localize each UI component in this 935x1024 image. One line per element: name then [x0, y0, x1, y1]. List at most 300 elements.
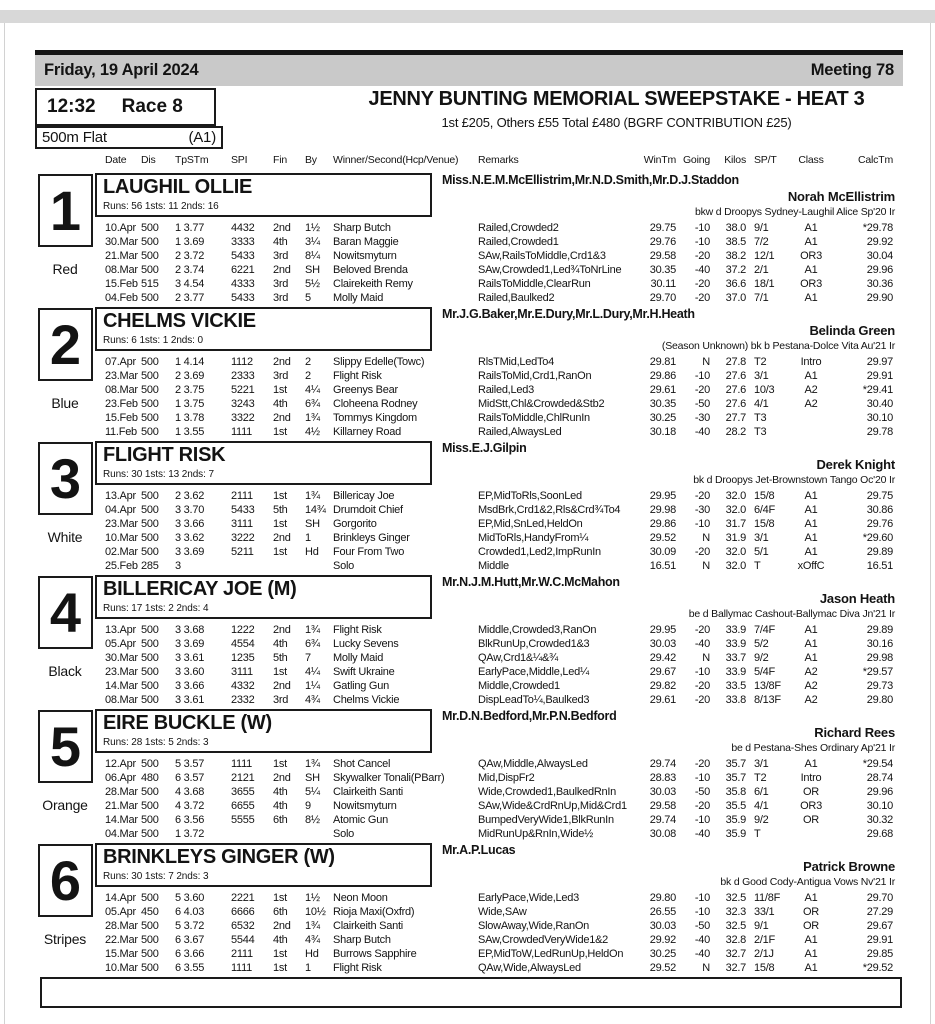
trap-column — [35, 843, 95, 977]
cell-wintm: 30.18 — [649, 426, 676, 438]
cell-by: 2 — [305, 356, 311, 368]
cell-spi: 5433 — [231, 250, 255, 262]
cell-fin: 1st — [273, 666, 287, 678]
cell-dis: 500 — [141, 786, 159, 798]
cell-wintm: 30.25 — [649, 412, 676, 424]
runner-section — [35, 173, 903, 307]
cell-calctm: 29.97 — [866, 356, 893, 368]
cell-class: A1 — [804, 490, 818, 502]
cell-sp: 2/1F — [754, 934, 776, 946]
cell-wintm: 29.52 — [649, 962, 676, 974]
cell-kilos: 37.2 — [725, 264, 746, 276]
cell-going: -20 — [694, 694, 710, 706]
cell-class: A1 — [804, 758, 818, 770]
cell-tpstm: 3 3.66 — [175, 518, 205, 530]
cell-fin: 3rd — [273, 370, 289, 382]
cell-tpstm: 4 3.72 — [175, 800, 205, 812]
cell-kilos: 31.9 — [725, 532, 746, 544]
greyhound-name: EIRE BUCKLE (W) — [103, 712, 272, 734]
cell-class: OR — [803, 920, 819, 932]
cell-spi: 6221 — [231, 264, 255, 276]
form-row — [95, 277, 895, 291]
cell-spi: 4333 — [231, 278, 255, 290]
cell-by: 3¼ — [305, 236, 320, 248]
cell-fin: 2nd — [273, 624, 291, 636]
cell-spi: 4432 — [231, 222, 255, 234]
greyhound-name: BILLERICAY JOE (M) — [103, 578, 297, 600]
cell-remarks: Middle,Crowded1 — [478, 680, 560, 692]
cell-by — [305, 559, 333, 573]
cell-remarks: QAw,Wide,AlwaysLed — [478, 962, 581, 974]
cell-winner: Rioja Maxi(Oxfrd) — [333, 906, 415, 918]
cell-tpstm: 6 3.66 — [175, 948, 205, 960]
runner-details — [95, 307, 895, 441]
cell-tpstm: 5 3.57 — [175, 758, 205, 770]
race-time-box — [35, 88, 216, 126]
form-row — [95, 665, 895, 679]
trainer-name: Derek Knight — [816, 457, 895, 472]
cell-sp: 15/8 — [754, 490, 775, 502]
cell-going: -10 — [694, 236, 710, 248]
cell-calctm: 29.67 — [866, 920, 893, 932]
cell-by: 1¾ — [305, 624, 320, 636]
cell-kilos: 31.7 — [725, 518, 746, 530]
cell-sp: 13/8F — [754, 680, 781, 692]
cell-date: 05.Apr — [105, 638, 136, 650]
cell-class: A1 — [804, 292, 818, 304]
cell-spi: 1222 — [231, 624, 255, 636]
cell-wintm: 30.09 — [649, 546, 676, 558]
cell-calctm: *29.52 — [862, 962, 893, 974]
form-row — [95, 891, 895, 905]
cell-by: SH — [305, 518, 320, 530]
cell-kilos: 32.7 — [725, 962, 746, 974]
owners-line: Mr.A.P.Lucas — [442, 843, 516, 857]
form-table — [95, 757, 895, 841]
cell-tpstm: 2 3.72 — [175, 250, 205, 262]
cell-dis: 500 — [141, 652, 159, 664]
cell-wintm: 29.58 — [649, 800, 676, 812]
cell-remarks: SAw,Wide&CrdRnUp,Mid&Crd1 — [478, 800, 627, 812]
cell-spi: 1111 — [231, 962, 253, 974]
cell-dis: 500 — [141, 962, 159, 974]
cell-calctm: 30.86 — [866, 504, 893, 516]
cell-going: -20 — [694, 490, 710, 502]
cell-class: A2 — [804, 680, 818, 692]
cell-tpstm: 1 3.78 — [175, 412, 205, 424]
cell-date: 12.Apr — [105, 758, 136, 770]
cell-wintm: 28.83 — [649, 772, 676, 784]
column-header-sp: SP/T — [754, 153, 777, 166]
cell-dis: 500 — [141, 546, 159, 558]
cell-date: 02.Mar — [105, 546, 138, 558]
cell-spi: 6655 — [231, 800, 255, 812]
cell-date: 23.Feb — [105, 398, 138, 410]
cell-kilos: 33.9 — [725, 666, 746, 678]
cell-dis: 500 — [141, 236, 159, 248]
cell-winner: Flight Risk — [333, 370, 382, 382]
cell-by: 1¼ — [305, 680, 320, 692]
cell-going: -50 — [694, 920, 710, 932]
cell-winner: Gatling Gun — [333, 680, 389, 692]
breeding-line: bkw d Droopys Sydney-Laughil Alice Sp'20 Ir — [694, 206, 895, 218]
cell-winner: Skywalker Tonali(PBarr) — [333, 772, 445, 784]
cell-wintm: 29.92 — [649, 934, 676, 946]
form-row — [95, 679, 895, 693]
cell-remarks: Wide,Crowded1,BaulkedRnIn — [478, 786, 617, 798]
cell-calctm: 29.91 — [866, 934, 893, 946]
race-time: 12:32 — [47, 96, 96, 117]
cell-calctm: *29.54 — [862, 758, 893, 770]
cell-remarks: SAw,CrowdedVeryWide1&2 — [478, 934, 609, 946]
form-row — [95, 961, 895, 975]
cell-going: -40 — [694, 828, 710, 840]
page-left-edge — [4, 23, 5, 1024]
cell-going: -30 — [694, 412, 710, 424]
cell-tpstm: 6 3.55 — [175, 962, 205, 974]
cell-remarks: BlkRunUp,Crowded1&3 — [478, 638, 590, 650]
cell-date: 06.Apr — [105, 772, 136, 784]
cell-class — [788, 827, 834, 841]
trap-number-box — [38, 710, 93, 783]
cell-spi: 2332 — [231, 694, 255, 706]
form-rows — [95, 623, 895, 707]
cell-kilos: 32.5 — [725, 920, 746, 932]
cell-by: 6¾ — [305, 638, 320, 650]
cell-by: 1¾ — [305, 758, 320, 770]
breeding-line: (Season Unknown) bk b Pestana-Dolce Vita Au'21 Ir — [661, 340, 895, 352]
cell-winner: Beloved Brenda — [333, 264, 408, 276]
cell-dis: 515 — [141, 278, 159, 290]
cell-winner: Solo — [333, 560, 355, 572]
cell-class: A1 — [804, 504, 818, 516]
cell-class: A1 — [804, 236, 818, 248]
cell-winner: Molly Maid — [333, 652, 384, 664]
runner-details — [95, 843, 895, 977]
cell-going: -10 — [694, 906, 710, 918]
cell-winner: Greenys Bear — [333, 384, 398, 396]
cell-sp: 9/2 — [754, 652, 769, 664]
cell-wintm: 30.03 — [649, 920, 676, 932]
cell-date: 23.Mar — [105, 370, 138, 382]
cell-date: 04.Apr — [105, 504, 136, 516]
cell-sp: 3/1 — [754, 370, 769, 382]
breeding-line: be d Pestana-Shes Ordinary Ap'21 Ir — [731, 742, 895, 754]
cell-tpstm: 2 3.62 — [175, 490, 205, 502]
cell-kilos: 32.7 — [725, 948, 746, 960]
cell-by: 5 — [305, 292, 311, 304]
cell-winner: Shot Cancel — [333, 758, 391, 770]
cell-dis: 500 — [141, 638, 159, 650]
cell-spi: 1235 — [231, 652, 255, 664]
cell-tpstm: 5 3.72 — [175, 920, 205, 932]
cell-calctm: 29.89 — [866, 624, 893, 636]
cell-winner: Clairekeith Remy — [333, 278, 413, 290]
cell-kilos: 32.8 — [725, 934, 746, 946]
cell-sp: T3 — [754, 426, 767, 438]
cell-wintm: 29.52 — [649, 532, 676, 544]
cell-by: 9 — [305, 800, 311, 812]
cell-spi: 5433 — [231, 504, 255, 516]
cell-going: -20 — [694, 800, 710, 812]
cell-sp: 4/1 — [754, 800, 769, 812]
cell-remarks: Crowded1,Led2,ImpRunIn — [478, 546, 601, 558]
cell-date: 25.Feb — [105, 560, 138, 572]
trap-number-box — [38, 442, 93, 515]
race-number: Race 8 — [121, 96, 183, 117]
cell-calctm: *29.60 — [862, 532, 893, 544]
cell-remarks: Middle — [478, 560, 509, 572]
runner-section — [35, 843, 903, 977]
page-gap-strip — [0, 10, 935, 23]
cell-remarks: Middle,Crowded3,RanOn — [478, 624, 597, 636]
race-title-block — [330, 88, 903, 130]
cell-by: 4½ — [305, 426, 320, 438]
cell-wintm: 26.55 — [649, 906, 676, 918]
cell-kilos: 32.0 — [725, 490, 746, 502]
cell-dis: 500 — [141, 292, 159, 304]
runner-section — [35, 575, 903, 709]
cell-tpstm: 3 3.62 — [175, 532, 205, 544]
column-header-going: Going — [682, 153, 710, 166]
cell-fin: 1st — [273, 758, 287, 770]
cell-spi: 2121 — [231, 772, 255, 784]
cell-tpstm: 3 3.61 — [175, 652, 205, 664]
cell-spi: 2111 — [231, 948, 253, 960]
cell-kilos: 38.0 — [725, 222, 746, 234]
cell-calctm: 29.91 — [866, 370, 893, 382]
cell-date: 13.Apr — [105, 490, 136, 502]
column-header-kilos: Kilos — [724, 153, 746, 166]
cell-by: 10½ — [305, 906, 326, 918]
cell-spi: 5544 — [231, 934, 255, 946]
cell-kilos: 33.9 — [725, 624, 746, 636]
cell-going: -40 — [694, 638, 710, 650]
cell-sp: 5/1 — [754, 546, 769, 558]
cell-wintm: 29.74 — [649, 814, 676, 826]
cell-sp: T — [754, 560, 761, 572]
cell-remarks: Wide,SAw — [478, 906, 527, 918]
cell-sp: 3/1 — [754, 532, 769, 544]
form-table — [95, 355, 895, 439]
trap-color-label: Blue — [51, 395, 79, 411]
form-row — [95, 291, 895, 305]
cell-tpstm: 3 3.69 — [175, 546, 205, 558]
greyhound-name: FLIGHT RISK — [103, 444, 226, 466]
cell-calctm: 29.78 — [866, 426, 893, 438]
form-row — [95, 827, 895, 841]
cell-dis: 500 — [141, 920, 159, 932]
cell-fin: 1st — [273, 948, 287, 960]
cell-class: OR — [803, 814, 819, 826]
cell-wintm: 30.25 — [649, 948, 676, 960]
cell-sp: 33/1 — [754, 906, 775, 918]
cell-by: 1 — [305, 962, 311, 974]
cell-calctm: 29.68 — [866, 828, 893, 840]
cell-remarks: Railed,Led3 — [478, 384, 534, 396]
cell-kilos: 35.7 — [725, 758, 746, 770]
cell-going: -20 — [694, 292, 710, 304]
cell-sp: 2/1J — [754, 948, 774, 960]
cell-tpstm: 1 3.72 — [175, 828, 205, 840]
cell-kilos: 33.8 — [725, 694, 746, 706]
cell-fin: 1st — [273, 426, 287, 438]
meeting-header-bar — [35, 50, 903, 86]
owners-line: Miss.E.J.Gilpin — [442, 441, 527, 455]
form-row — [95, 947, 895, 961]
cell-spi: 5433 — [231, 292, 255, 304]
cell-class: A1 — [804, 518, 818, 530]
runs-stats: Runs: 30 1sts: 13 2nds: 7 — [103, 469, 214, 480]
cell-tpstm: 3 4.54 — [175, 278, 205, 290]
cell-going: -40 — [694, 948, 710, 960]
cell-wintm: 29.82 — [649, 680, 676, 692]
form-row — [95, 355, 895, 369]
column-header-wintm: WinTm — [643, 153, 676, 166]
cell-wintm: 16.51 — [649, 560, 676, 572]
cell-winner: Neon Moon — [333, 892, 388, 904]
runner-section — [35, 441, 903, 575]
trap-column — [35, 709, 95, 843]
form-row — [95, 771, 895, 785]
cell-date: 14.Mar — [105, 814, 138, 826]
trap-number: 3 — [49, 446, 82, 510]
form-row — [95, 905, 895, 919]
cell-sp: T — [754, 828, 761, 840]
cell-by: 4¼ — [305, 384, 320, 396]
cell-date: 15.Mar — [105, 948, 138, 960]
cell-spi: 2333 — [231, 370, 255, 382]
cell-dis: 500 — [141, 948, 159, 960]
runner-details — [95, 575, 895, 709]
cell-spi: 4554 — [231, 638, 255, 650]
cell-dis: 500 — [141, 814, 159, 826]
cell-sp: 9/1 — [754, 920, 769, 932]
column-header-calctm: CalcTm — [858, 153, 893, 166]
cell-fin: 2nd — [273, 680, 291, 692]
cell-going: -10 — [694, 222, 710, 234]
cell-by: 1 — [305, 532, 311, 544]
cell-dis: 500 — [141, 892, 159, 904]
cell-winner: Drumdoit Chief — [333, 504, 403, 516]
cell-winner: Flight Risk — [333, 962, 382, 974]
cell-sp: 9/1 — [754, 222, 769, 234]
cell-class: Intro — [800, 772, 822, 784]
cell-class: A1 — [804, 264, 818, 276]
cell-by: 5¼ — [305, 786, 320, 798]
race-title: JENNY BUNTING MEMORIAL SWEEPSTAKE - HEAT 3 — [368, 88, 865, 110]
cell-class: A1 — [804, 532, 818, 544]
cell-remarks: Railed,Crowded1 — [478, 236, 559, 248]
cell-date: 28.Mar — [105, 920, 138, 932]
cell-sp: 4/1 — [754, 398, 769, 410]
greyhound-name-box — [95, 173, 432, 217]
cell-spi: 3222 — [231, 532, 255, 544]
cell-remarks: RlsTMid,LedTo4 — [478, 356, 554, 368]
cell-winner: Nowitsmyturn — [333, 250, 397, 262]
cell-fin: 2nd — [273, 412, 291, 424]
cell-remarks: EP,Mid,SnLed,HeldOn — [478, 518, 583, 530]
cell-sp: 8/13F — [754, 694, 781, 706]
cell-sp: 3/1 — [754, 758, 769, 770]
cell-remarks: SlowAway,Wide,RanOn — [478, 920, 590, 932]
cell-going: -10 — [694, 814, 710, 826]
cell-by: 4¾ — [305, 694, 320, 706]
cell-going: -20 — [694, 758, 710, 770]
breeding-line: be d Ballymac Cashout-Ballymac Diva Jn'21 Ir — [688, 608, 895, 620]
cell-wintm: 30.08 — [649, 828, 676, 840]
cell-dis: 500 — [141, 370, 159, 382]
cell-winner: Chelms Vickie — [333, 694, 400, 706]
cell-dis: 500 — [141, 624, 159, 636]
cell-by — [305, 827, 333, 841]
form-row — [95, 933, 895, 947]
cell-going: -40 — [694, 264, 710, 276]
cell-dis: 285 — [141, 560, 159, 572]
cell-kilos: 27.6 — [725, 370, 746, 382]
cell-class: A1 — [804, 948, 818, 960]
cell-date: 04.Feb — [105, 292, 138, 304]
greyhound-name-box — [95, 307, 432, 351]
cell-tpstm: 3 3.61 — [175, 694, 205, 706]
cell-date: 13.Apr — [105, 624, 136, 636]
cell-spi: 2221 — [231, 892, 255, 904]
cell-spi: 3243 — [231, 398, 255, 410]
cell-remarks: EP,MidToW,LedRunUp,HeldOn — [478, 948, 624, 960]
column-header-fin: Fin — [273, 153, 287, 166]
column-header-winner: Winner/Second(Hcp/Venue) — [333, 153, 459, 166]
cell-date: 15.Feb — [105, 412, 138, 424]
cell-wintm: 30.35 — [649, 398, 676, 410]
cell-winner: Brinkleys Ginger — [333, 532, 410, 544]
cell-by: SH — [305, 264, 320, 276]
cell-wintm: 30.11 — [650, 278, 676, 290]
cell-tpstm: 2 3.75 — [175, 384, 205, 396]
cell-going: N — [702, 356, 710, 368]
cell-wintm: 30.35 — [649, 264, 676, 276]
cell-sp: 5/4F — [754, 666, 776, 678]
cell-going: -10 — [694, 892, 710, 904]
cell-going: -20 — [694, 680, 710, 692]
cell-remarks: MsdBrk,Crd1&2,Rls&Crd¾To4 — [478, 504, 621, 516]
cell-fin: 4th — [273, 786, 288, 798]
cell-fin: 1st — [273, 384, 287, 396]
owners-line: Mr.N.J.M.Hutt,Mr.W.C.McMahon — [442, 575, 620, 589]
cell-date: 30.Mar — [105, 652, 138, 664]
owners-line: Mr.D.N.Bedford,Mr.P.N.Bedford — [442, 709, 617, 723]
runner-section — [35, 307, 903, 441]
cell-winner: Killarney Road — [333, 426, 402, 438]
form-row — [95, 813, 895, 827]
cell-fin: 1st — [273, 962, 287, 974]
cell-fin: 4th — [273, 398, 288, 410]
form-row — [95, 531, 895, 545]
cell-calctm: *29.57 — [862, 666, 893, 678]
form-row — [95, 425, 895, 439]
cell-by: 7 — [305, 652, 311, 664]
form-row — [95, 517, 895, 531]
cell-winner: Solo — [333, 828, 355, 840]
cell-fin: 5th — [273, 652, 288, 664]
column-header-date: Date — [105, 153, 127, 166]
cell-wintm: 29.70 — [649, 292, 676, 304]
cell-remarks: SAw,Crowded1,Led¾ToNrLine — [478, 264, 622, 276]
cell-class: A1 — [804, 546, 818, 558]
cell-wintm: 29.86 — [649, 370, 676, 382]
cell-by: 8½ — [305, 814, 320, 826]
column-header-class: Class — [798, 153, 824, 166]
cell-going: -40 — [694, 426, 710, 438]
